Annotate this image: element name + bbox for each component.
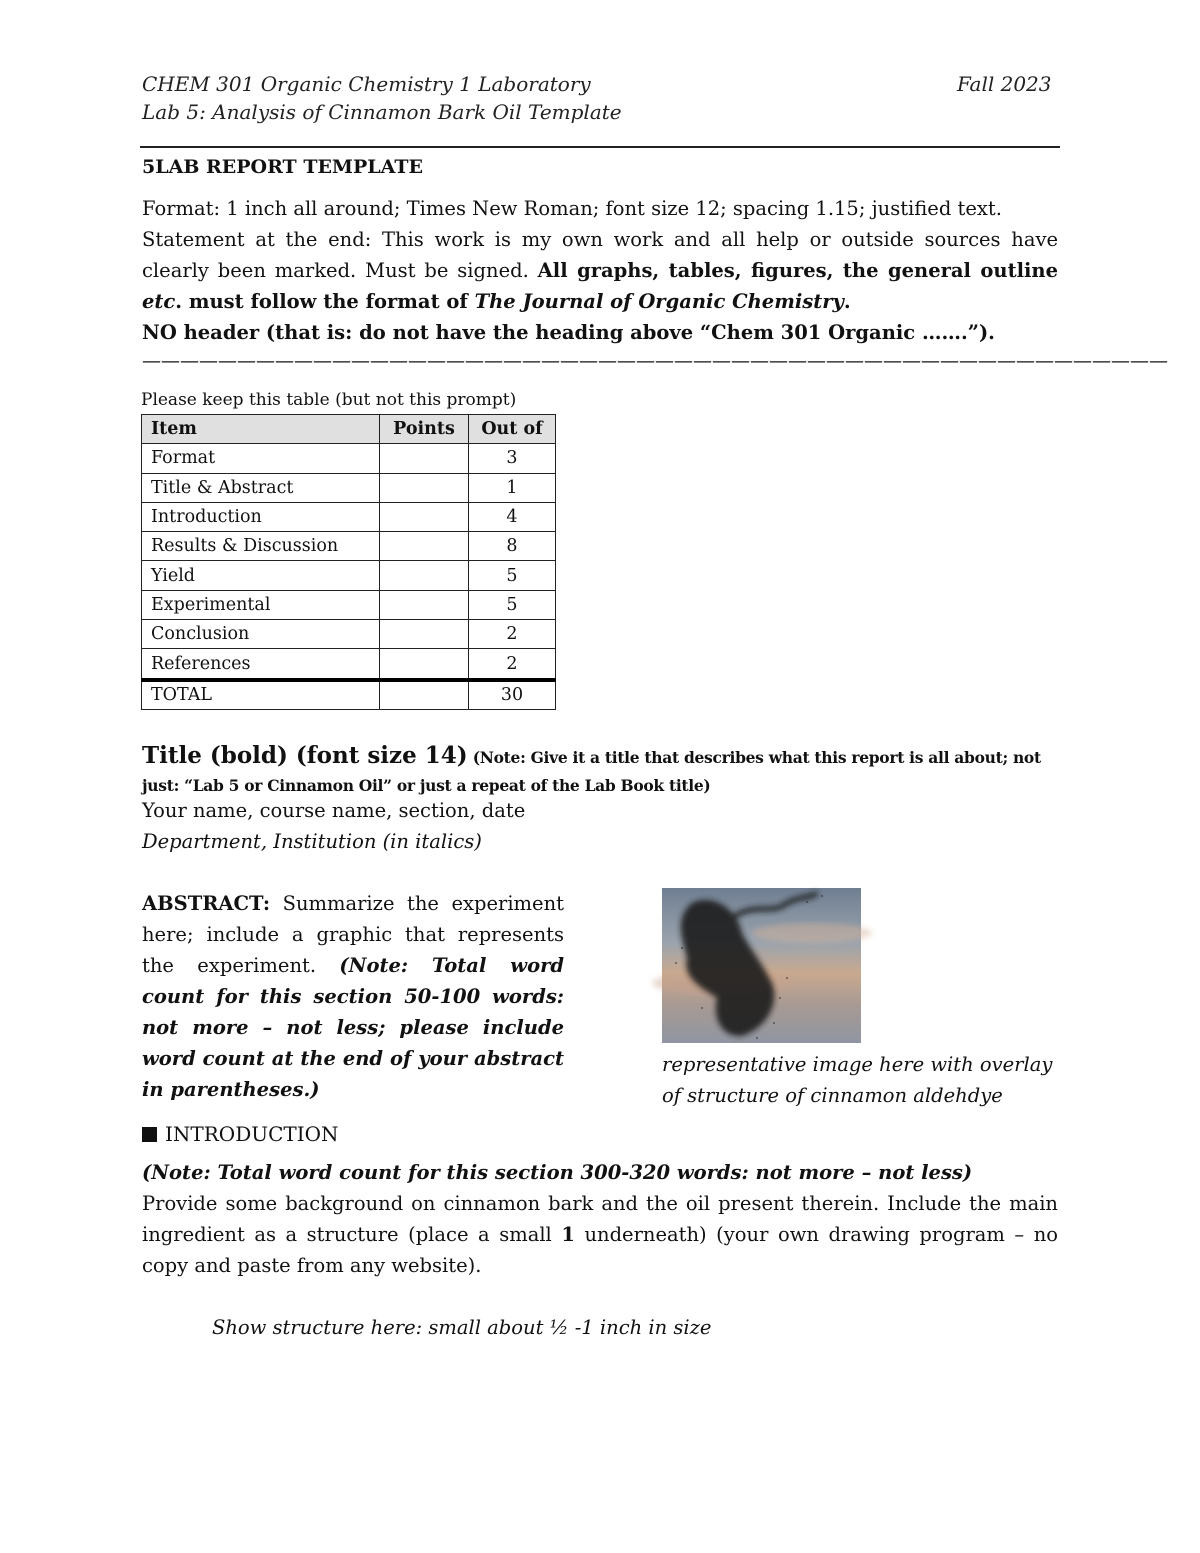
structure-placeholder: Show structure here: small about ½ -1 inch in size [212,1316,712,1339]
row-item: Experimental [142,590,380,619]
image-caption: representative image here with overlay of structure of cinnamon aldehdye [662,1053,1053,1107]
dashed-separator: —————————————————————————————————————————————————————— [142,350,1168,372]
abstract-paragraph [142,888,564,1105]
lab-subtitle: Lab 5: Analysis of Cinnamon Bark Oil Template [142,100,622,124]
introduction-heading: INTRODUCTION [165,1122,339,1146]
row-out-of: 2 [469,620,556,649]
row-out-of: 4 [469,502,556,531]
col-header-points: Points [380,415,469,444]
row-points[interactable] [380,561,469,590]
term: Fall 2023 [957,72,1052,96]
grading-table [141,414,556,710]
row-out-of: 2 [469,649,556,680]
table-row [142,590,556,619]
row-points[interactable] [380,620,469,649]
row-points[interactable] [380,649,469,680]
black-square-icon [142,1127,157,1142]
format-line: Format: 1 inch all around; Times New Roman; font size 12; spacing 1.15; justified text. [142,197,1002,220]
total-points[interactable] [380,680,469,710]
course-title: CHEM 301 Organic Chemistry 1 Laboratory [142,72,591,96]
statement-paragraph [142,224,1058,317]
row-out-of: 5 [469,590,556,619]
header-rule [140,146,1060,148]
abstract-text: Summarize the experiment here; include a graphic that represents the experiment. [142,892,564,977]
row-item: References [142,649,380,680]
compound-number: 1 [561,1223,575,1246]
title-instruction: Title (bold) (font size 14) [142,742,468,769]
abstract-note: (Note: Total word count for this section 50-100 words: not more – not less; please include word count at the end of your abstract in parentheses.) [142,954,565,1101]
template-heading: 5LAB REPORT TEMPLATE [142,156,423,178]
statement-end: . [843,290,851,313]
table-row [142,620,556,649]
row-points[interactable] [380,444,469,473]
statement-text: Statement at the end: This work is my own work and all help or outside sources have clearly been marked. Must be signed. [142,228,1058,282]
table-row [142,444,556,473]
introduction-note: (Note: Total word count for this section 300-320 words: not more – not less) [142,1161,973,1184]
row-item: Format [142,444,380,473]
row-out-of: 5 [469,561,556,590]
total-row [142,680,556,710]
abstract-graphic-image [662,888,861,1043]
introduction-text: Provide some background on cinnamon bark and the oil present therein. Include the main ingredient as a structure (place a small [142,1192,1058,1246]
statement-bold: All graphs, tables, figures, the general outline [537,259,1058,282]
no-header-line: NO header (that is: do not have the heading above “Chem 301 Organic …….”). [142,321,995,344]
row-item: Yield [142,561,380,590]
row-points[interactable] [380,532,469,561]
etc-text: etc [142,290,176,313]
row-item: Title & Abstract [142,473,380,502]
title-note: (Note: Give it a title that describes what this report is all about; not just: “Lab 5 or Cinnamon Oil” or just a repeat of the Lab Book title) [142,748,1041,795]
abstract-label: ABSTRACT: [142,892,271,915]
row-out-of: 8 [469,532,556,561]
row-item: Introduction [142,502,380,531]
affiliation-line: Department, Institution (in italics) [142,830,482,853]
table-header-row [142,415,556,444]
table-prompt: Please keep this table (but not this prompt) [141,390,517,410]
col-header-item: Item [142,415,380,444]
row-out-of: 1 [469,473,556,502]
table-row [142,473,556,502]
table-row [142,502,556,531]
row-points[interactable] [380,473,469,502]
row-points[interactable] [380,502,469,531]
total-out-of: 30 [469,680,556,710]
introduction-paragraph [142,1188,1058,1281]
total-label: TOTAL [142,680,380,710]
journal-name: The Journal of Organic Chemistry [474,290,844,313]
table-row [142,561,556,590]
statement-bold-2: . must follow the format of [175,290,475,313]
col-header-out-of: Out of [469,415,556,444]
table-row [142,532,556,561]
introduction-heading-line [142,1122,339,1146]
author-line: Your name, course name, section, date [142,799,526,822]
table-row [142,649,556,680]
row-item: Conclusion [142,620,380,649]
row-out-of: 3 [469,444,556,473]
row-points[interactable] [380,590,469,619]
row-item: Results & Discussion [142,532,380,561]
introduction-text-2: underneath) (your own drawing program – no copy and paste from any website). [142,1223,1058,1277]
title-block [142,742,1062,800]
